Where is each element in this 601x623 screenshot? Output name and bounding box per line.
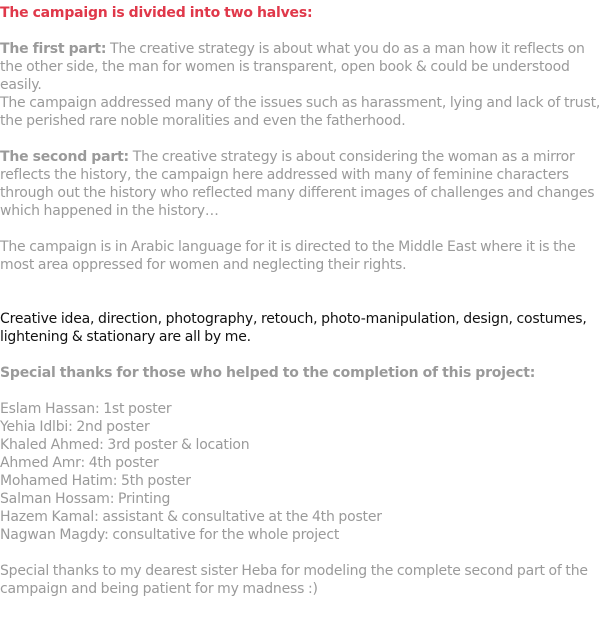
credits-by-me: Creative idea, direction, photography, retouch, photo-manipulation, design, costumes, lightening & stationary are all by me.	[0, 311, 587, 345]
first-part-label: The first part:	[0, 41, 107, 57]
contributor-item: Eslam Hassan: 1st poster	[0, 401, 172, 417]
second-part-text: The creative strategy is about considering the woman as a mirror reflects the history, the campaign here addressed with many of feminine characters through out the history who reflected many different images of challenges and changes which happened in the history…	[0, 149, 595, 219]
closing-thanks: Special thanks to my dearest sister Heba for modeling the complete second part of the campaign and being patient for my madness :)	[0, 563, 588, 597]
first-part-issues: The campaign addressed many of the issues such as harassment, lying and lack of trust, the perished rare noble moralities and even the fatherhood.	[0, 95, 601, 129]
contributor-item: Salman Hossam: Printing	[0, 491, 171, 507]
second-part-label: The second part:	[0, 149, 129, 165]
second-part-paragraph	[0, 148, 601, 220]
contributor-item: Yehia Idlbi: 2nd poster	[0, 419, 150, 435]
contributor-item: Hazem Kamal: assistant & consultative at the 4th poster	[0, 509, 382, 525]
campaign-heading: The campaign is divided into two halves:	[0, 5, 313, 21]
thanks-heading: Special thanks for those who helped to the completion of this project:	[0, 365, 536, 381]
first-part-paragraph	[0, 40, 601, 94]
contributors-list	[0, 400, 601, 544]
second-part-section	[0, 148, 601, 220]
contributor-item: Ahmed Amr: 4th poster	[0, 455, 159, 471]
language-note: The campaign is in Arabic language for it is directed to the Middle East where it is the most area oppressed for women and neglecting their rights.	[0, 239, 576, 273]
first-part-text: The creative strategy is about what you do as a man how it reflects on the other side, the man for women is transparent, open book & could be understood easily.	[0, 41, 585, 93]
first-part-section	[0, 40, 601, 130]
contributor-item: Nagwan Magdy: consultative for the whole project	[0, 527, 340, 543]
contributor-item: Khaled Ahmed: 3rd poster & location	[0, 437, 250, 453]
contributor-item: Mohamed Hatim: 5th poster	[0, 473, 191, 489]
